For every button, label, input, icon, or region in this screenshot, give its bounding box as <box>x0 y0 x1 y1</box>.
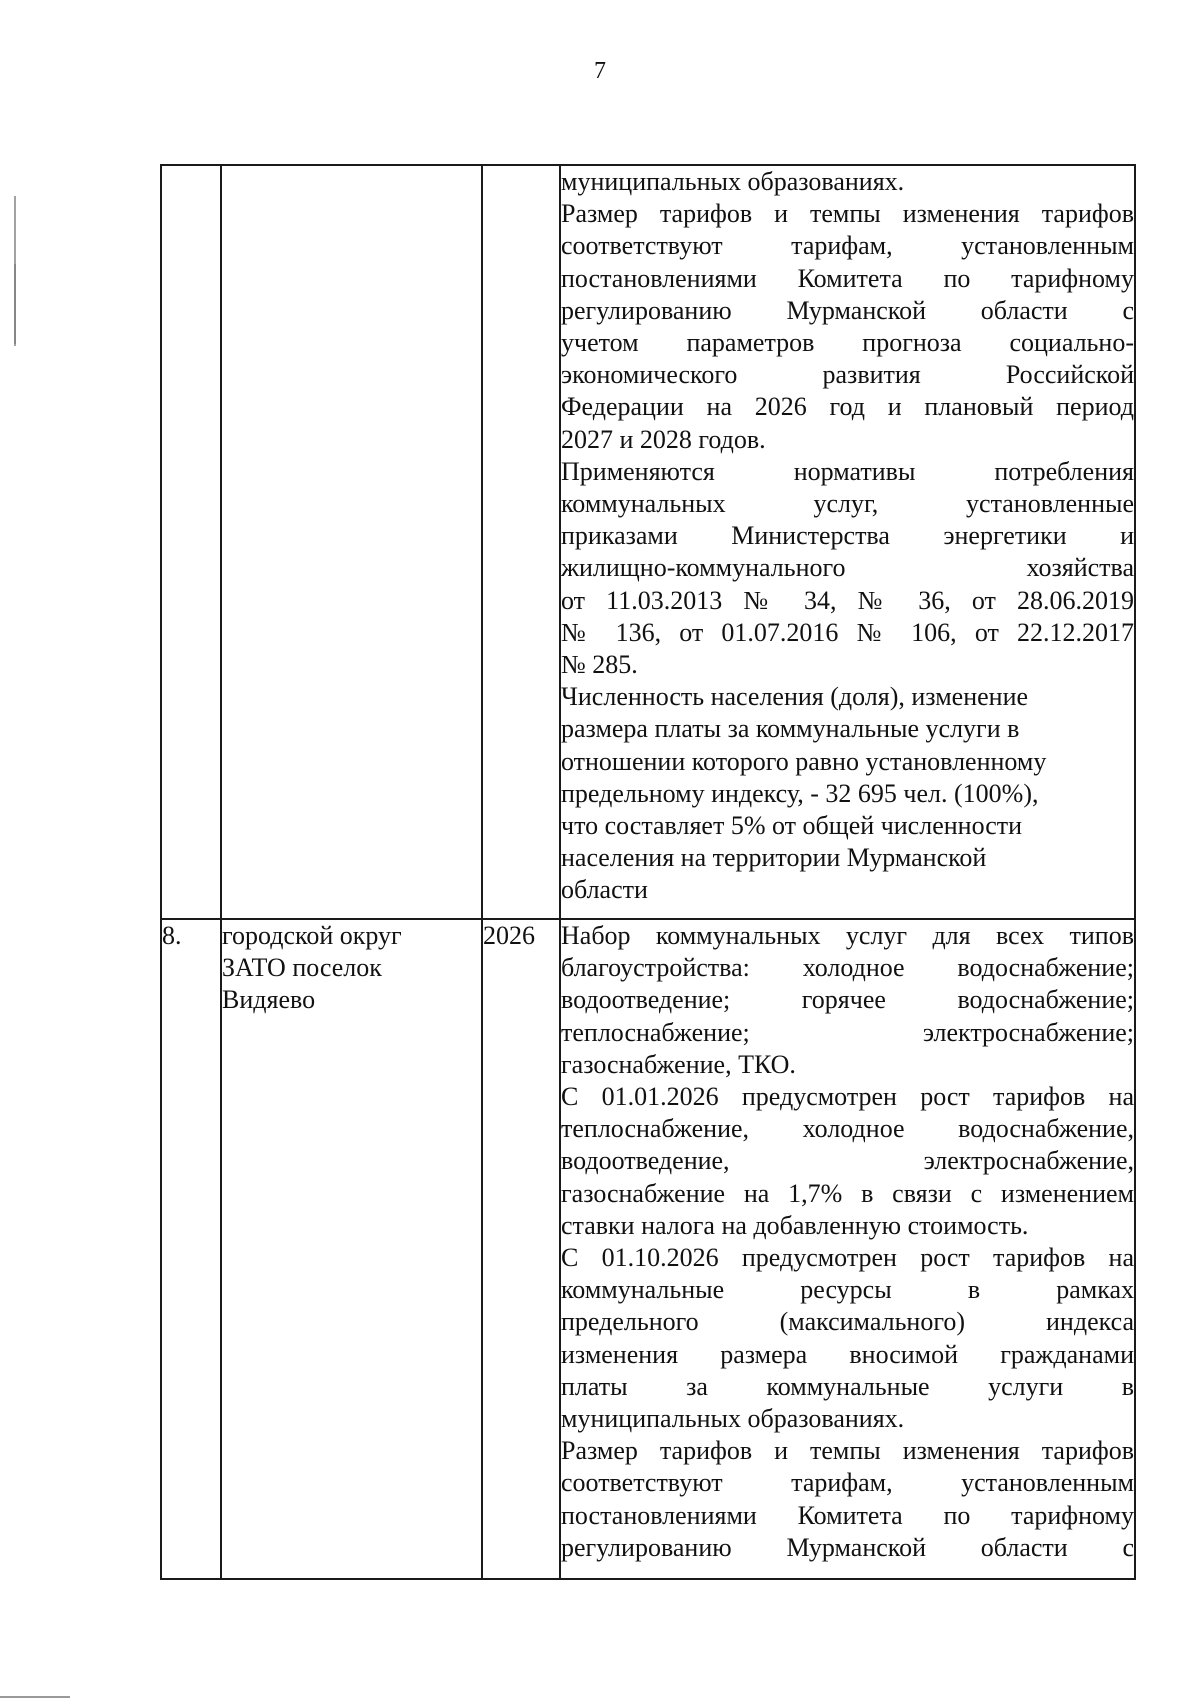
description-paragraph <box>561 1435 1134 1564</box>
description-line: предельного (максимального) индекса <box>561 1307 1134 1337</box>
municipality-name-line: Видяево <box>222 985 316 1015</box>
description-line: жилищно-коммунального хозяйства <box>561 553 1134 583</box>
description-line: теплоснабжение, холодное водоснабжение, <box>561 1114 1134 1144</box>
description-paragraph <box>561 920 1134 1081</box>
year-cell <box>482 165 560 919</box>
description-line: соответствуют тарифам, установленным <box>561 1468 1134 1498</box>
description-line: Размер тарифов и темпы изменения тарифов <box>561 199 1134 229</box>
description-line: газоснабжение на 1,7% в связи с изменением <box>561 1178 1134 1208</box>
municipality-cell <box>221 165 482 919</box>
description-line: муниципальных образованиях. <box>561 167 905 196</box>
description-line: Набор коммунальных услуг для всех типов <box>561 921 1134 950</box>
description-paragraph <box>561 456 1134 681</box>
row-number-cell <box>161 919 221 1579</box>
row-number-cell <box>161 165 221 919</box>
description-line: экономического развития Российской <box>561 360 1134 390</box>
description-line: изменения размера вносимой гражданами <box>561 1339 1134 1369</box>
description-line: муниципальных образованиях. <box>561 1404 905 1434</box>
page-number: 7 <box>594 58 606 84</box>
description-line: С 01.01.2026 предусмотрен рост тарифов на <box>561 1082 1134 1112</box>
table-row <box>161 165 1135 919</box>
description-line: благоустройства: холодное водоснабжение; <box>561 953 1134 983</box>
municipality-name-line: ЗАТО поселок <box>222 953 382 983</box>
scan-mark-bottom <box>0 1696 70 1698</box>
table-row <box>161 919 1135 1579</box>
description-line: С 01.10.2026 предусмотрен рост тарифов на <box>561 1243 1134 1273</box>
description-line: № 136, от 01.07.2016 № 106, от 22.12.2017 <box>561 617 1134 647</box>
description-line: учетом параметров прогноза социально- <box>561 328 1134 358</box>
year-cell <box>482 919 560 1579</box>
description-line: коммунальных услуг, установленные <box>561 489 1134 519</box>
description-line: Численность населения (доля), изменение <box>561 682 1029 712</box>
description-line: Федерации на 2026 год и плановый период <box>561 392 1134 422</box>
description-line: теплоснабжение; электроснабжение; <box>561 1017 1134 1047</box>
scan-mark-left-lower <box>14 264 16 344</box>
description-line: размера платы за коммунальные услуги в <box>561 714 1020 744</box>
description-cell <box>560 165 1135 919</box>
description-line: 2027 и 2028 годов. <box>561 424 766 454</box>
description-line: ставки налога на добавленную стоимость. <box>561 1210 1029 1240</box>
description-line: регулированию Мурманской области с <box>561 1532 1134 1562</box>
description-line: Размер тарифов и темпы изменения тарифов <box>561 1436 1134 1466</box>
municipality-cell <box>221 919 482 1579</box>
description-line: постановлениями Комитета по тарифному <box>561 263 1134 293</box>
description-line: водоотведение, электроснабжение, <box>561 1146 1134 1176</box>
description-paragraph <box>561 166 1134 198</box>
description-line: населения на территории Мурманской <box>561 843 987 873</box>
description-line: Применяются нормативы потребления <box>561 456 1134 486</box>
description-line: № 285. <box>561 650 638 680</box>
description-line: платы за коммунальные услуги в <box>561 1371 1134 1401</box>
description-line: области <box>561 875 648 905</box>
description-line: отношении которого равно установленному <box>561 746 1047 776</box>
description-paragraph <box>561 1081 1134 1242</box>
description-line: регулированию Мурманской области с <box>561 295 1134 325</box>
description-line: газоснабжение, ТКО. <box>561 1049 796 1079</box>
row-number: 8. <box>162 921 182 950</box>
municipality-name-line: городской округ <box>222 921 402 950</box>
description-line: водоотведение; горячее водоснабжение; <box>561 985 1134 1015</box>
description-paragraph <box>561 1242 1134 1435</box>
description-cell <box>560 919 1135 1579</box>
description-line: от 11.03.2013 № 34, № 36, от 28.06.2019 <box>561 585 1134 615</box>
description-line: соответствуют тарифам, установленным <box>561 231 1134 261</box>
description-line: коммунальные ресурсы в рамках <box>561 1275 1134 1305</box>
description-paragraph <box>561 198 1134 456</box>
tariff-table <box>160 164 1136 1580</box>
description-line: предельному индексу, - 32 695 чел. (100%), <box>561 778 1039 808</box>
description-line: постановлениями Комитета по тарифному <box>561 1500 1134 1530</box>
description-paragraph <box>561 681 1134 906</box>
description-line: приказами Министерства энергетики и <box>561 521 1134 551</box>
row-year: 2026 <box>483 921 535 950</box>
description-line: что составляет 5% от общей численности <box>561 811 1023 841</box>
